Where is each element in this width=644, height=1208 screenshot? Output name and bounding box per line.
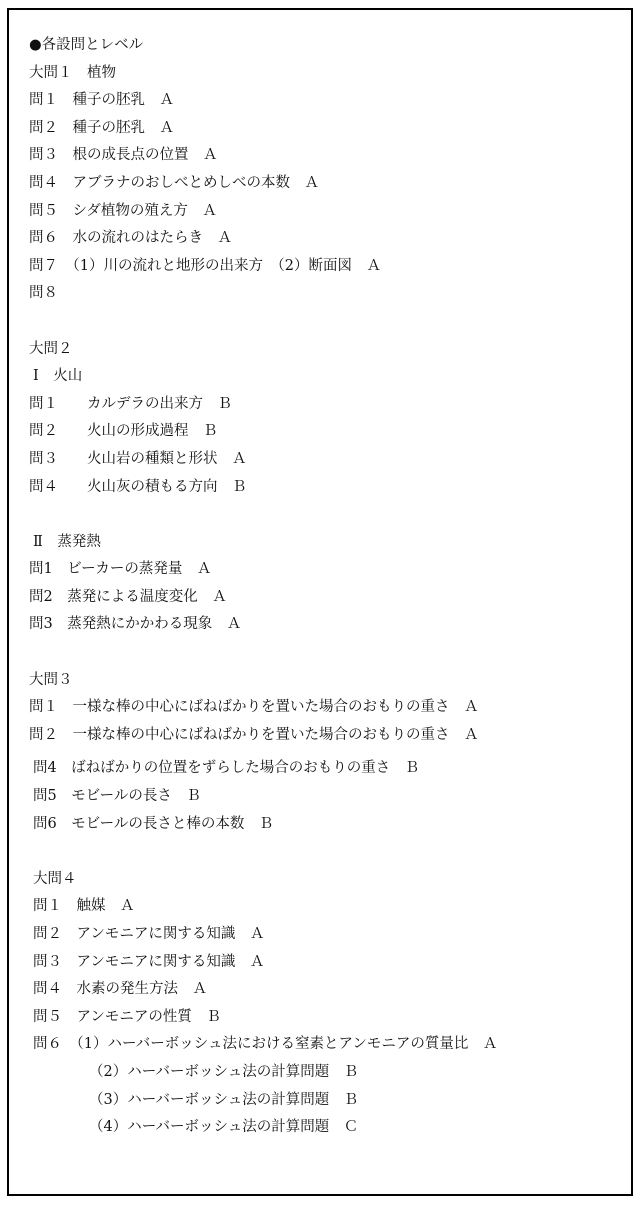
spacer	[29, 639, 621, 667]
question-item: 問３ 火山岩の種類と形状 Ａ	[29, 450, 247, 467]
question-subitem: （3）ハーバーボッシュ法の計算問題 Ｂ	[89, 1091, 359, 1108]
spacer	[29, 308, 621, 336]
document-content	[29, 32, 621, 1142]
question-item: 問８	[29, 285, 58, 302]
question-item: 問３ 根の成長点の位置 Ａ	[29, 147, 218, 164]
question-subitem: （2）ハーバーボッシュ法の計算問題 Ｂ	[89, 1063, 359, 1080]
question-item: 問６ 水の流れのはたらき Ａ	[29, 230, 232, 247]
question-subitem: （4）ハーバーボッシュ法の計算問題 Ｃ	[89, 1119, 359, 1136]
question-item: 問２ 一様な棒の中心にばねばかりを置いた場合のおもりの重さ Ａ	[29, 726, 479, 743]
spacer	[29, 501, 621, 529]
question-item: 問5 モビールの長さ Ｂ	[33, 788, 201, 805]
section-1-title: 大問１ 植物	[29, 64, 116, 81]
question-item: 問4 ばねばかりの位置をずらした場合のおもりの重さ Ｂ	[33, 760, 420, 777]
subsection-volcano-title: Ⅰ 火山	[33, 368, 83, 385]
section-2-title: 大問２	[29, 340, 73, 357]
question-item: 問６ （1）ハーバーボッシュ法における窒素とアンモニアの質量比 Ａ	[33, 1036, 498, 1053]
spacer	[29, 838, 621, 866]
question-item: 問１ 種子の胚乳 Ａ	[29, 92, 174, 109]
question-item: 問４ 水素の発生方法 Ａ	[33, 981, 207, 998]
document-heading: ●各設問とレベル	[29, 37, 144, 53]
question-item: 問3 蒸発熱にかかわる現象 Ａ	[29, 616, 242, 633]
question-item: 問４ 火山灰の積もる方向 Ｂ	[29, 478, 247, 495]
subsection-evaporation-title: Ⅱ 蒸発熱	[33, 533, 101, 550]
question-item: 問6 モビールの長さと棒の本数 Ｂ	[33, 815, 274, 832]
section-4-title: 大問４	[33, 870, 77, 887]
question-item: 問５ アンモニアの性質 Ｂ	[33, 1008, 221, 1025]
question-item: 問１ 触媒 Ａ	[33, 898, 135, 915]
document-frame	[7, 8, 633, 1196]
question-item: 問２ 火山の形成過程 Ｂ	[29, 423, 218, 440]
question-item: 問４ アブラナのおしべとめしべの本数 Ａ	[29, 174, 319, 191]
question-item: 問５ シダ植物の殖え方 Ａ	[29, 202, 217, 219]
question-item: 問３ アンモニアに関する知識 Ａ	[33, 953, 265, 970]
section-3-title: 大問３	[29, 671, 73, 688]
question-item: 問２ 種子の胚乳 Ａ	[29, 119, 174, 136]
question-item: 問1 ビーカーの蒸発量 Ａ	[29, 561, 212, 578]
question-item: 問１ 一様な棒の中心にばねばかりを置いた場合のおもりの重さ Ａ	[29, 699, 479, 716]
question-item: 問２ アンモニアに関する知識 Ａ	[33, 926, 265, 942]
question-item: 問１ カルデラの出来方 Ｂ	[29, 395, 232, 412]
question-item: 問７ （1）川の流れと地形の出来方 （2）断面図 Ａ	[29, 257, 381, 274]
question-item: 問2 蒸発による温度変化 Ａ	[29, 588, 227, 605]
